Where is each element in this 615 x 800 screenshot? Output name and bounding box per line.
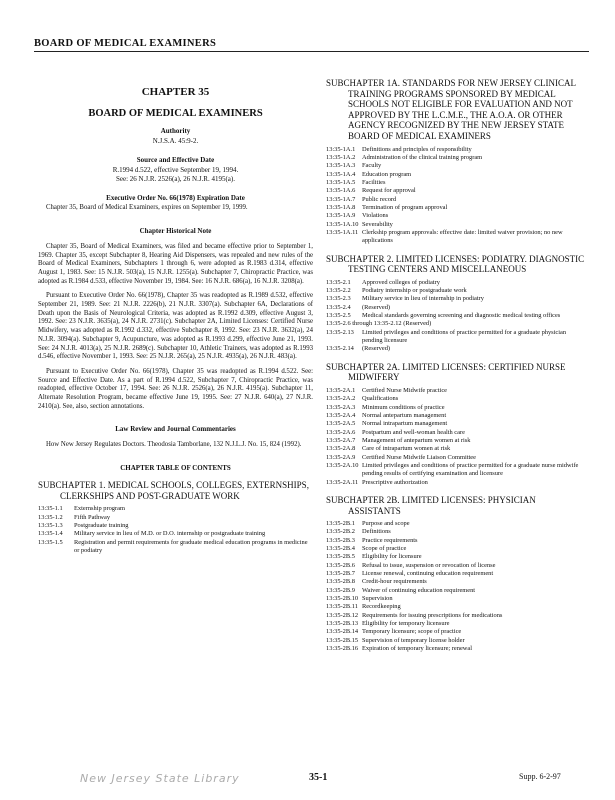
toc-section-number: 13:35-1A.9: [326, 212, 356, 220]
toc-section-title: Public record: [362, 195, 397, 203]
toc-entry: [326, 329, 588, 346]
toc-section-title: Management of antepartum women at risk: [362, 436, 471, 444]
history-paragraph: Pursuant to Executive Order No. 66(1978), Chapter 35 was readopted as R.1994 d.522. See: Source and Effective Date. As a part of R.1994 d.522, Subchapter 7, Chiropractic Practice, was readopted, effective October 17, 1994. See: 26 N.J.R. 2526(a), 26 N.J.R. 4195(a). Subchapter 11, Alternate Resolution Program, became effective June 19, 1995. See: 27 N.J.R. 640(a), 27 N.J.R. 2410(a). See, also, section annotations.: [38, 367, 313, 410]
toc-section-title: Scope of practice: [362, 545, 407, 553]
toc-entry: [326, 437, 588, 445]
toc-section-number: 13:35-2B.16: [326, 645, 359, 653]
toc-section-number: 13:35-2A.6: [326, 428, 356, 436]
toc-section-title: Medical standards governing screening and diagnostic medical testing offices: [362, 312, 561, 320]
toc-entry: [326, 345, 588, 353]
toc-section-title: Waiver of continuing education requirement: [362, 586, 476, 594]
toc-entry: [38, 505, 313, 513]
toc-entry: [326, 612, 588, 620]
toc-section-number: 13:35-1.3: [38, 521, 63, 529]
toc-entry: [38, 522, 313, 530]
toc-entry: [326, 595, 588, 603]
toc-entry: [326, 603, 588, 611]
toc-entry: [326, 221, 588, 229]
history-paragraph: Chapter 35, Board of Medical Examiners, was filed and became effective prior to September 1, 1969. Chapter 35, except Subchapter 8, Hearing Aid Dispensers, was repealed and new rules of the Board of Medical Examiners, Subchapters 1 through 6, were adopted as R.1983 d.314, effective August 1, 1983. See: 15 N.J.R. 503(a), 15 N.J.R. 1255(a). Subchapter 7, Chiropractic Practice, was adopted as R.1984 d.533, effective November 19, 1984. See: 16 N.J.R. 686(a), 16 N.J.R. 3208(a).: [38, 242, 313, 285]
toc-section-number: 13:35-2.3: [326, 295, 351, 303]
toc-entry: [326, 553, 588, 561]
toc-section-number: 13:35-2B.9: [326, 586, 355, 594]
toc-entry: [326, 171, 588, 179]
right-column: [326, 78, 588, 653]
source-line-2: See: 26 N.J.R. 2526(a), 26 N.J.R. 4195(a).: [116, 175, 235, 184]
toc-section-title: Supervision of temporary license holder: [362, 636, 465, 644]
toc-section-number: 13:35-1A.8: [326, 203, 356, 211]
toc-section-number: 13:35-2A.7: [326, 436, 356, 444]
toc-section-number: 13:35-1A.6: [326, 187, 356, 195]
toc-section-title: Violations: [362, 212, 389, 220]
subchapter-1-title: SUBCHAPTER 1. MEDICAL SCHOOLS, COLLEGES, EXTERNSHIPS, CLERKSHIPS AND POST-GRADUATE WORK: [38, 480, 309, 501]
toc-section-title: Postpartum and well-woman health care: [362, 428, 465, 436]
toc-section-number: 13:35-2.2: [326, 287, 351, 295]
page-number: 35-1: [309, 772, 328, 783]
toc-entry: [326, 578, 588, 586]
authority-heading: Authority: [160, 127, 191, 135]
toc-entry: [326, 395, 588, 403]
toc-section-title: Recordkeeping: [362, 603, 401, 611]
toc-section-title: (Reserved): [362, 345, 391, 353]
toc-section-number: 13:35-2A.5: [326, 420, 356, 428]
toc-section-title: Clerkship program approvals: effective date: limited waiver provision; no new applications: [362, 228, 563, 245]
toc-section-title: Postgraduate training: [74, 521, 129, 529]
toc-entry: [326, 537, 588, 545]
toc-entry: [326, 645, 588, 653]
toc-entry: [326, 204, 588, 212]
toc-section-title: Severability: [362, 220, 393, 228]
toc-section-number: 13:35-2B.8: [326, 578, 355, 586]
toc-section-number: 13:35-2B.12: [326, 611, 359, 619]
toc-section-number: 13:35-2B.10: [326, 595, 359, 603]
toc-section-title: Podiatry internship or postgraduate work: [362, 287, 467, 295]
toc-section-title: Supervision: [362, 595, 393, 603]
source-heading: Source and Effective Date: [136, 156, 215, 165]
toc-section-number: 13:35-1.1: [38, 505, 63, 513]
toc-entry: [326, 412, 588, 420]
toc-section-number: 13:35-2B.6: [326, 561, 355, 569]
toc-entry: [326, 179, 588, 187]
toc-section-title: Externship program: [74, 505, 125, 513]
toc-section-number: 13:35-1A.10: [326, 220, 359, 228]
toc-section-title: Termination of program approval: [362, 203, 448, 211]
toc-section-number: 13:35-2B.4: [326, 545, 355, 553]
toc-entry: [326, 146, 588, 154]
subchapter-2-list: [326, 279, 588, 321]
toc-section-title: License renewal, continuing education requirement: [362, 570, 494, 578]
toc-section-number: 13:35-1A.11: [326, 228, 359, 236]
toc-section-title: Facilities: [362, 178, 386, 186]
toc-section-title: Registration and permit requirements for graduate medical education programs in medicine or podiatry: [74, 538, 308, 554]
toc-section-title: Fifth Pathway: [74, 513, 111, 521]
toc-entry: [326, 154, 588, 162]
toc-entry: [326, 520, 588, 528]
toc-section-title: (Reserved): [362, 303, 391, 311]
toc-section-number: 13:35-2.1: [326, 278, 351, 286]
toc-section-number: 13:35-2B.3: [326, 536, 355, 544]
toc-entry: [38, 539, 313, 556]
toc-section-number: 13:35-2B.5: [326, 553, 355, 561]
toc-section-number: 13:35-2.13: [326, 328, 354, 336]
toc-section-number: 13:35-1.4: [38, 530, 63, 538]
toc-section-number: 13:35-2B.2: [326, 528, 355, 536]
source-text: [38, 166, 313, 184]
subchapter-1a-title: SUBCHAPTER 1A. STANDARDS FOR NEW JERSEY CLINICAL TRAINING PROGRAMS SPONSORED BY MEDICAL SCHOOLS NOT ELIGIBLE FOR EVALUATION AND NOT APPROVED BY THE L.C.M.E., THE A.O.A. OR OTHER AGENCY RECOGNIZED BY THE NEW JERSEY STATE BOARD OF MEDICAL EXAMINERS: [326, 78, 576, 142]
toc-entry: [326, 212, 588, 220]
toc-section-number: 13:35-2.5: [326, 312, 351, 320]
toc-entry: [326, 445, 588, 453]
toc-section-title: Minimum conditions of practice: [362, 403, 445, 411]
history-paragraph: Pursuant to Executive Order No. 66(1978), Chapter 35 was readopted as R.1989 d.532, effective September 21, 1989. See: 21 N.J.R. 2226(b), 21 N.J.R. 3307(a). Subchapter 6A, Declarations of Death upon the Basis of Neurological Criteria, was adopted as R.1992 d.309, effective August 3, 1992. See: 23 N.J.R. 3635(a), 24 N.J.R. 2731(c). Subchapter 2A, Limited Licenses: Certified Nurse Midwifery, was adopted as R.1992 d.332, effective Subchapter 8, 1992. See: 23 N.J.R. 3632(a), 24 N.J.R. 3094(a). Subchapter 9, Acupuncture, was adopted as R.1993 d.299, effective June 21, 1993. See: 24 N.J.R. 4013(a), 25 N.J.R. 2689(c). Subchapter 10, Athletic Trainers, was adopted as R.1993 d.546, effective November 1, 1993. See: 25 N.J.R. 265(a), 25 N.J.R. 4935(a), 26 N.J.R. 483(a).: [38, 292, 313, 361]
toc-section-title: Refusal to issue, suspension or revocation of license: [362, 561, 496, 569]
toc-section-number: 13:35-2B.1: [326, 520, 355, 528]
library-stamp: New Jersey State Library: [80, 772, 240, 785]
toc-entry: [326, 562, 588, 570]
toc-section-title: Eligibility for licensure: [362, 553, 422, 561]
toc-entry: [326, 462, 588, 479]
toc-section-title: Approved colleges of podiatry: [362, 278, 440, 286]
toc-section-number: 13:35-2.4: [326, 303, 351, 311]
toc-entry: [326, 279, 588, 287]
toc-section-title: Credit-hour requirements: [362, 578, 427, 586]
toc-entry: [326, 287, 588, 295]
toc-section-number: 13:35-2A.4: [326, 411, 356, 419]
subchapter-2-list-b: [326, 329, 588, 354]
subchapter-2-reserved-range: 13:35-2.6 through 13:35-2.12 (Reserved): [326, 320, 432, 328]
toc-section-title: Faculty: [362, 162, 382, 170]
toc-section-number: 13:35-1A.3: [326, 162, 356, 170]
toc-section-title: Normal intrapartum management: [362, 420, 448, 428]
history-heading: Chapter Historical Note: [139, 226, 212, 235]
toc-section-title: Requirements for issuing prescriptions for medications: [362, 611, 503, 619]
toc-section-number: 13:35-2.14: [326, 345, 354, 353]
toc-entry: [326, 229, 588, 246]
toc-section-number: 13:35-2B.14: [326, 628, 359, 636]
toc-section-title: Limited privileges and conditions of practice permitted for a graduate nurse midwife pending results of certifying examination and licensure: [362, 461, 579, 478]
supplement-date: Supp. 6-2-97: [519, 772, 561, 781]
subchapter-2-title: SUBCHAPTER 2. LIMITED LICENSES: PODIATRY. DIAGNOSTIC TESTING CENTERS AND MISCELLANEOUS: [326, 253, 585, 275]
toc-section-title: Request for approval: [362, 187, 416, 195]
source-line-1: R.1994 d.522, effective September 19, 1994.: [112, 166, 239, 175]
toc-section-number: 13:35-1A.5: [326, 178, 356, 186]
toc-section-number: 13:35-1A.7: [326, 195, 356, 203]
toc-section-number: 13:35-1.5: [38, 538, 63, 546]
toc-section-number: 13:35-2A.8: [326, 445, 356, 453]
toc-section-title: Care of intrapartum women at risk: [362, 445, 451, 453]
toc-entry: [38, 530, 313, 538]
toc-section-number: 13:35-1.2: [38, 513, 63, 521]
toc-entry: [326, 454, 588, 462]
subchapter-2b-title: SUBCHAPTER 2B. LIMITED LICENSES: PHYSICIAN ASSISTANTS: [326, 494, 536, 516]
left-column: [38, 78, 313, 555]
toc-entry: [326, 196, 588, 204]
running-header: BOARD OF MEDICAL EXAMINERS: [34, 38, 589, 52]
toc-section-number: 13:35-2A.1: [326, 386, 356, 394]
toc-section-title: Military service in lieu of internship in podiatry: [362, 295, 484, 303]
authority-text: N.J.S.A. 45:9-2.: [152, 137, 199, 145]
toc-section-title: Certified Nurse Midwife practice: [362, 386, 447, 394]
toc-section-title: Eligibility for temporary licensure: [362, 620, 450, 628]
toc-section-number: 13:35-2B.7: [326, 570, 355, 578]
toc-entry: [326, 387, 588, 395]
toc-entry: [326, 304, 588, 312]
toc-section-title: Military service in lieu of M.D. or D.O. internship or postgraduate training: [74, 530, 266, 538]
toc-entry: [326, 429, 588, 437]
review-text: How New Jersey Regulates Doctors. Theodosia Tamborlane, 132 N.J.L.J. No. 15, 824 (1992).: [46, 441, 302, 449]
toc-section-title: Purpose and scope: [362, 520, 410, 528]
toc-section-title: Temporary licensure; scope of practice: [362, 628, 462, 636]
toc-section-number: 13:35-2B.13: [326, 620, 359, 628]
subchapter-2a-list: [326, 387, 588, 487]
toc-section-number: 13:35-2A.3: [326, 403, 356, 411]
toc-section-title: Normal antepartum management: [362, 411, 447, 419]
toc-section-number: 13:35-2A.11: [326, 478, 359, 486]
subchapter-2b-list: [326, 520, 588, 653]
chapter-name: BOARD OF MEDICAL EXAMINERS: [88, 108, 263, 119]
toc-section-number: 13:35-2B.11: [326, 603, 358, 611]
toc-section-title: Definitions: [362, 528, 391, 536]
toc-entry: [38, 514, 313, 522]
toc-section-number: 13:35-2B.15: [326, 636, 359, 644]
toc-section-number: 13:35-1A.4: [326, 170, 356, 178]
executive-order-text: Chapter 35, Board of Medical Examiners, expires on September 19, 1999.: [46, 204, 248, 212]
toc-entry: [326, 570, 588, 578]
toc-section-number: 13:35-2A.9: [326, 453, 356, 461]
toc-heading: CHAPTER TABLE OF CONTENTS: [120, 464, 231, 473]
toc-entry: [326, 620, 588, 628]
chapter-number: CHAPTER 35: [141, 86, 210, 98]
toc-section-title: Expiration of temporary licensure; renewal: [362, 645, 473, 653]
toc-entry: [326, 420, 588, 428]
toc-entry: [326, 545, 588, 553]
toc-section-title: Certified Nurse Midwife Liaison Committee: [362, 453, 476, 461]
toc-entry: [326, 312, 588, 320]
toc-section-title: Prescriptive authorization: [362, 478, 428, 486]
toc-section-number: 13:35-1A.2: [326, 153, 356, 161]
toc-section-number: 13:35-1A.1: [326, 145, 356, 153]
toc-section-title: Administration of the clinical training program: [362, 153, 483, 161]
toc-section-number: 13:35-2A.2: [326, 395, 356, 403]
toc-entry: [326, 162, 588, 170]
toc-entry: [326, 637, 588, 645]
executive-order-heading: Executive Order No. 66(1978) Expiration Date: [106, 194, 245, 203]
subchapter-1a-list: [326, 146, 588, 246]
toc-entry: [326, 187, 588, 195]
toc-section-title: Practice requirements: [362, 536, 418, 544]
subchapter-2a-title: SUBCHAPTER 2A. LIMITED LICENSES: CERTIFIED NURSE MIDWIFERY: [326, 361, 566, 383]
toc-entry: [326, 628, 588, 636]
toc-section-title: Education program: [362, 170, 412, 178]
review-heading: Law Review and Journal Commentaries: [115, 425, 236, 434]
toc-section-title: Qualifications: [362, 395, 399, 403]
toc-entry: [326, 295, 588, 303]
toc-entry: [326, 528, 588, 536]
toc-section-title: Definitions and principles of responsibility: [362, 145, 472, 153]
toc-section-title: Limited privileges and conditions of practice permitted for a graduate physician pending licensure: [362, 328, 567, 345]
subchapter-1-list: [38, 505, 313, 555]
toc-entry: [326, 479, 588, 487]
toc-section-number: 13:35-2A.10: [326, 461, 359, 469]
toc-entry: [326, 587, 588, 595]
toc-entry: [326, 404, 588, 412]
